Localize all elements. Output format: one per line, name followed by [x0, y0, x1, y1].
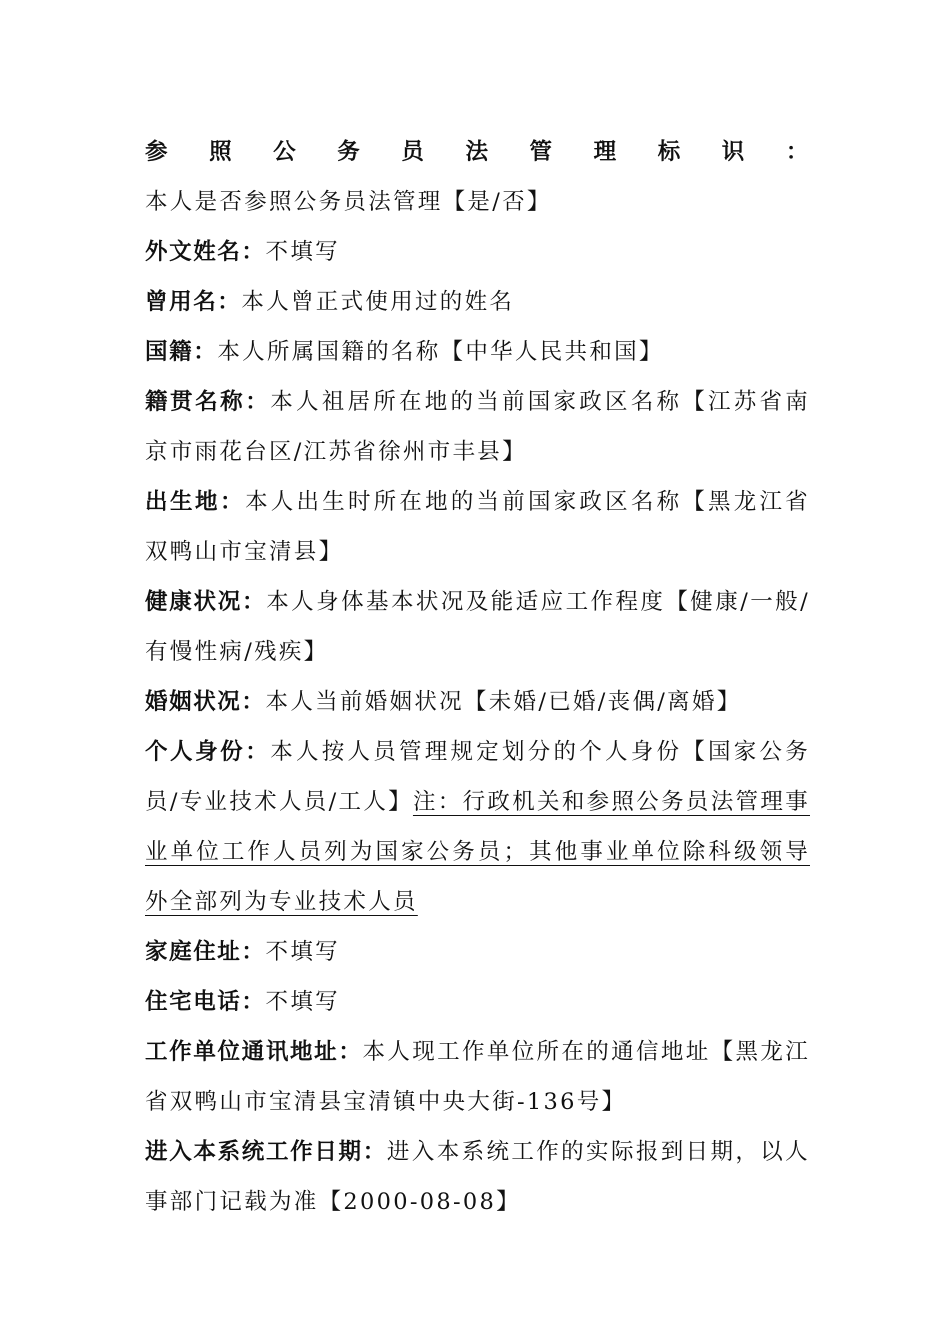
field-description: 本人按人员管理规定划分的个人身份【国家公务员/专业技术人员/工人】: [145, 739, 810, 815]
field-label: 曾用名：: [145, 289, 242, 315]
field-description: 本人祖居所在地的当前国家政区名称【江苏省南京市雨花台区/江苏省徐州市丰县】: [145, 389, 810, 465]
field-entry-identity: [145, 727, 810, 927]
field-description: 不填写: [265, 989, 340, 1015]
field-description: 本人所属国籍的名称【中华人民共和国】: [217, 339, 664, 365]
field-entry-work-address: [145, 1027, 810, 1127]
field-description: 本人是否参照公务员法管理【是/否】: [145, 189, 552, 215]
field-label: 工作单位通讯地址：: [145, 1039, 363, 1065]
field-entry-waiwen-name: [145, 227, 810, 277]
field-entry-native-place: [145, 377, 810, 477]
field-description: 本人当前婚姻状况【未婚/已婚/丧偶/离婚】: [265, 689, 742, 715]
field-entry-health: [145, 577, 810, 677]
field-description: 不填写: [265, 239, 340, 265]
field-label: 住宅电话：: [145, 989, 266, 1015]
field-entry-home-phone: [145, 977, 810, 1027]
field-description: 本人出生时所在地的当前国家政区名称【黑龙江省双鸭山市宝清县】: [145, 489, 810, 565]
field-label: 外文姓名：: [145, 239, 266, 265]
field-label: 家庭住址：: [145, 939, 266, 965]
field-description: 本人现工作单位所在的通信地址【黑龙江省双鸭山市宝清县宝清镇中央大街-136号】: [145, 1039, 811, 1115]
field-note: 注：行政机关和参照公务员法管理事业单位工作人员列为国家公务员；其他事业单位除科级领导外全部列为专业技术人员: [145, 789, 810, 915]
field-entry-entry-date: [145, 1127, 810, 1227]
field-label: 健康状况：: [145, 589, 267, 615]
field-entry-nationality: [145, 327, 810, 377]
field-entry-marital-status: [145, 677, 810, 727]
field-label: 婚姻状况：: [145, 689, 266, 715]
field-label: 籍贯名称：: [145, 389, 271, 415]
field-label: 进入本系统工作日期：: [145, 1139, 387, 1165]
field-description: 本人曾正式使用过的姓名: [241, 289, 515, 315]
field-entry-birthplace: [145, 477, 810, 577]
field-entry-former-name: [145, 277, 810, 327]
field-label: 国籍：: [145, 339, 218, 365]
field-description: 不填写: [265, 939, 340, 965]
field-description: 进入本系统工作的实际报到日期，以人事部门记载为准【2000-08-08】: [145, 1139, 810, 1215]
field-label: 出生地：: [145, 489, 246, 515]
field-entry-cankao: [145, 127, 810, 227]
field-label: 个人身份：: [145, 739, 271, 765]
document-body: [145, 127, 810, 1227]
field-description: 本人身体基本状况及能适应工作程度【健康/一般/有慢性病/残疾】: [145, 589, 810, 665]
field-entry-home-address: [145, 927, 810, 977]
field-label: 参照公务员法管理标识：: [145, 139, 810, 165]
